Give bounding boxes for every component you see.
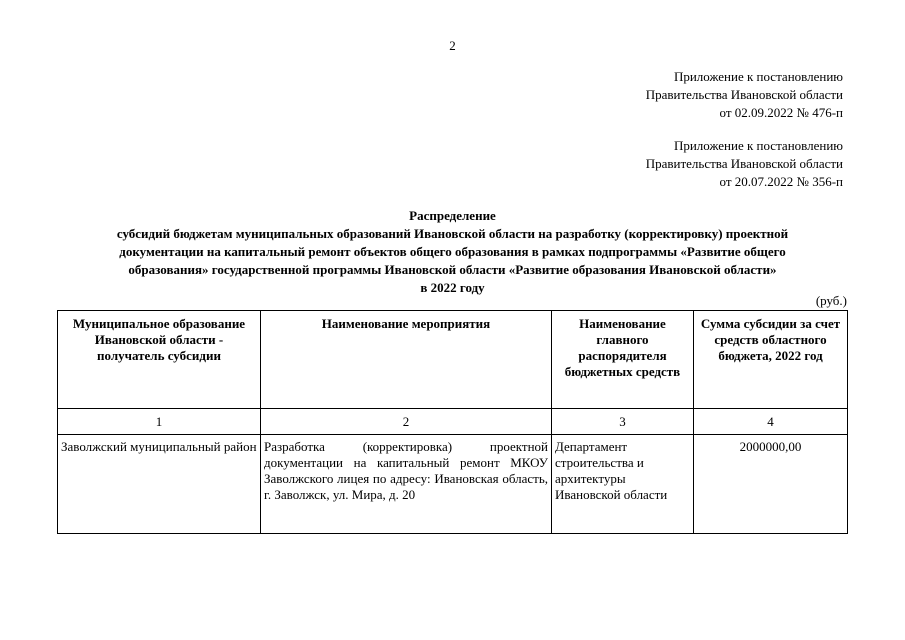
appendix-1-line-2: Правительства Ивановской области: [645, 87, 843, 102]
column-number-1: 1: [58, 409, 261, 435]
header-administrator: Наименование главного распорядителя бюджетных средств: [552, 311, 694, 409]
subsidy-distribution-table: [57, 310, 848, 534]
appendix-2-line-2: Правительства Ивановской области: [645, 156, 843, 171]
title-line-4: образования» государственной программы Ивановской области «Развитие образования Ивановской области»: [128, 262, 777, 277]
appendix-1-line-3: от 02.09.2022 № 476-п: [719, 105, 843, 120]
appendix-2-line-1: Приложение к постановлению: [673, 138, 843, 153]
cell-activity: Разработка (корректировка) проектной документации на капитальный ремонт МКОУ Заволжского лицея по адресу: Ивановская область, г. Заволжск, ул. Мира, д. 20: [261, 435, 552, 534]
cell-amount: 2000000,00: [694, 435, 848, 534]
title-line-2: субсидий бюджетам муниципальных образований Ивановской области на разработку (корректировку) проектной: [116, 226, 789, 241]
appendix-1-line-1: Приложение к постановлению: [673, 69, 843, 84]
title-line-1: Распределение: [409, 208, 496, 223]
page-number: 2: [449, 38, 456, 53]
column-number-4: 4: [694, 409, 848, 435]
currency-unit: (руб.): [815, 293, 847, 308]
document-title: [50, 207, 855, 297]
title-line-5: в 2022 году: [420, 280, 485, 295]
header-amount: Сумма субсидии за счет средств областного бюджета, 2022 год: [694, 311, 848, 409]
appendix-reference-2: [646, 137, 843, 191]
table-row: [58, 435, 848, 534]
column-number-3: 3: [552, 409, 694, 435]
cell-municipality: Заволжский муниципальный район: [58, 435, 261, 534]
column-number-2: 2: [261, 409, 552, 435]
appendix-reference-1: [646, 68, 843, 122]
table-header-row: [58, 311, 848, 409]
header-municipality: Муниципальное образование Ивановской области - получатель субсидии: [58, 311, 261, 409]
header-activity: Наименование мероприятия: [261, 311, 552, 409]
table-column-numbers-row: [58, 409, 848, 435]
title-line-3: документации на капитальный ремонт объектов общего образования в рамках подпрограммы «Развитие общего: [119, 244, 786, 259]
cell-administrator: Департамент строительства и архитектуры Ивановской области: [552, 435, 694, 534]
appendix-2-line-3: от 20.07.2022 № 356-п: [719, 174, 843, 189]
